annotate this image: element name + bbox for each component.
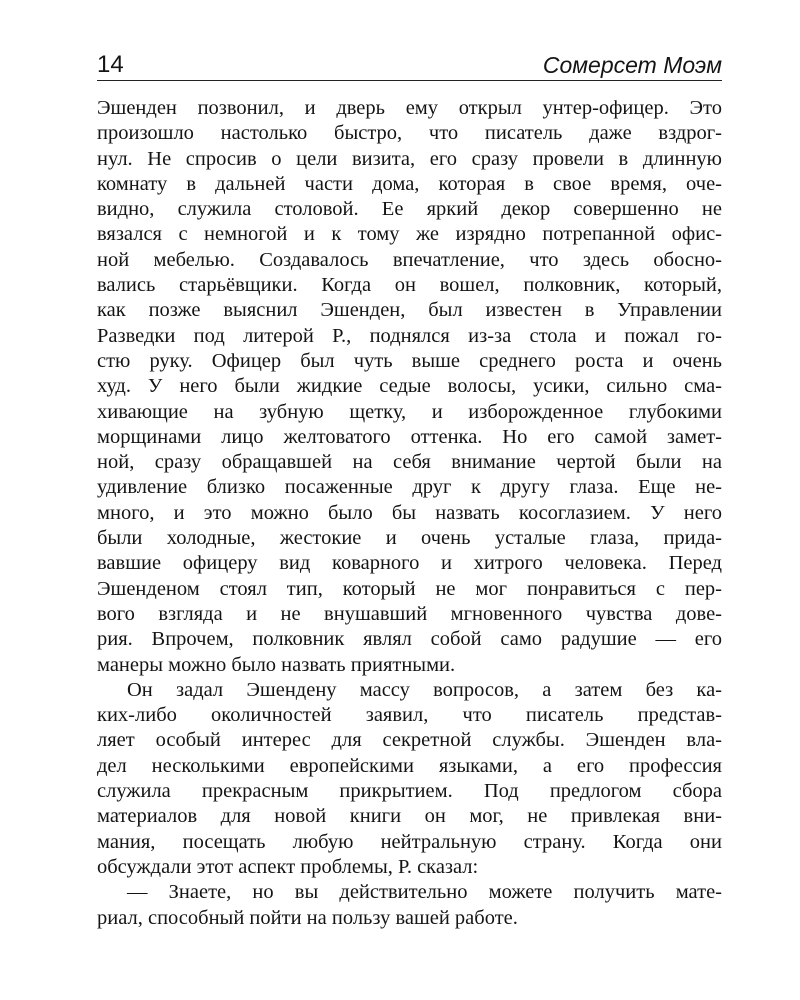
text-line: много, и это можно было бы назвать косоглазием. У него xyxy=(97,501,722,524)
text-line: Эшенденом стоял тип, который не мог понравиться с пер- xyxy=(97,577,722,600)
text-line: ких-либо околичностей заявил, что писатель представ- xyxy=(97,704,722,727)
text-line: комнату в дальней части дома, которая в свое время, оче- xyxy=(97,172,722,195)
text-line: морщинами лицо желтоватого оттенка. Но его самой замет- xyxy=(97,425,722,448)
text-line: вязался с немногой и к тому же изрядно потрепанной офис- xyxy=(97,223,722,246)
text-line: стю руку. Офицер был чуть выше среднего роста и очень xyxy=(97,349,722,372)
text-line: ляет особый интерес для секретной службы. Эшенден вла- xyxy=(97,729,722,752)
text-line: произошло настолько быстро, что писатель даже вздрог- xyxy=(97,122,722,145)
text-line: видно, служила столовой. Ее яркий декор совершенно не xyxy=(97,198,722,221)
text-line: вого взгляда и не внушавший мгновенного чувства дове- xyxy=(97,602,722,625)
text-line: вались старьёвщики. Когда он вошел, полковник, который, xyxy=(97,274,722,297)
text-line: худ. У него были жидкие седые волосы, усики, сильно сма- xyxy=(97,375,722,398)
text-line: рия. Впрочем, полковник являл собой само радушие — его xyxy=(97,628,722,651)
text-line: мания, посещать любую нейтральную страну. Когда они xyxy=(97,830,722,853)
text-line: удивление близко посаженные друг к другу глаза. Еще не- xyxy=(97,476,722,499)
text-line: обсуждали этот аспект проблемы, Р. сказал: xyxy=(97,855,479,878)
text-line: хивающие на зубную щетку, и изборожденное глубокими xyxy=(97,400,722,423)
text-line: — Знаете, но вы действительно можете получить мате- xyxy=(127,881,722,904)
page-header xyxy=(97,50,722,81)
text-line: нул. Не спросив о цели визита, его сразу провели в длинную xyxy=(97,147,722,170)
paragraph-2 xyxy=(97,678,722,880)
page-number: 14 xyxy=(97,51,124,78)
text-line: Разведки под литерой Р., поднялся из-за стола и пожал го- xyxy=(97,324,722,347)
text-line: дел несколькими европейскими языками, а его профессия xyxy=(97,754,722,777)
text-line: ной, сразу обращавшей на себя внимание чертой были на xyxy=(97,451,722,474)
text-line: Эшенден позвонил, и дверь ему открыл унтер-офицер. Это xyxy=(97,97,722,119)
text-line: были холодные, жестокие и очень усталые глаза, прида- xyxy=(97,527,722,550)
body-text xyxy=(97,96,722,931)
text-line: вавшие офицеру вид коварного и хитрого человека. Перед xyxy=(97,552,722,575)
paragraph-1 xyxy=(97,96,722,678)
paragraph-3 xyxy=(97,880,722,931)
text-line: ной мебелью. Создавалось впечатление, что здесь обосно- xyxy=(97,248,722,271)
text-line: Он задал Эшендену массу вопросов, а затем без ка- xyxy=(127,678,722,701)
text-line: манеры можно было назвать приятными. xyxy=(97,653,456,676)
text-line: служила прекрасным прикрытием. Под предлогом сбора xyxy=(97,780,722,803)
text-line: материалов для новой книги он мог, не привлекая вни- xyxy=(97,805,722,828)
text-line: риал, способный пойти на пользу вашей работе. xyxy=(97,906,518,929)
text-line: как позже выяснил Эшенден, был известен в Управлении xyxy=(97,299,722,322)
running-head: Сомерсет Моэм xyxy=(542,52,722,78)
